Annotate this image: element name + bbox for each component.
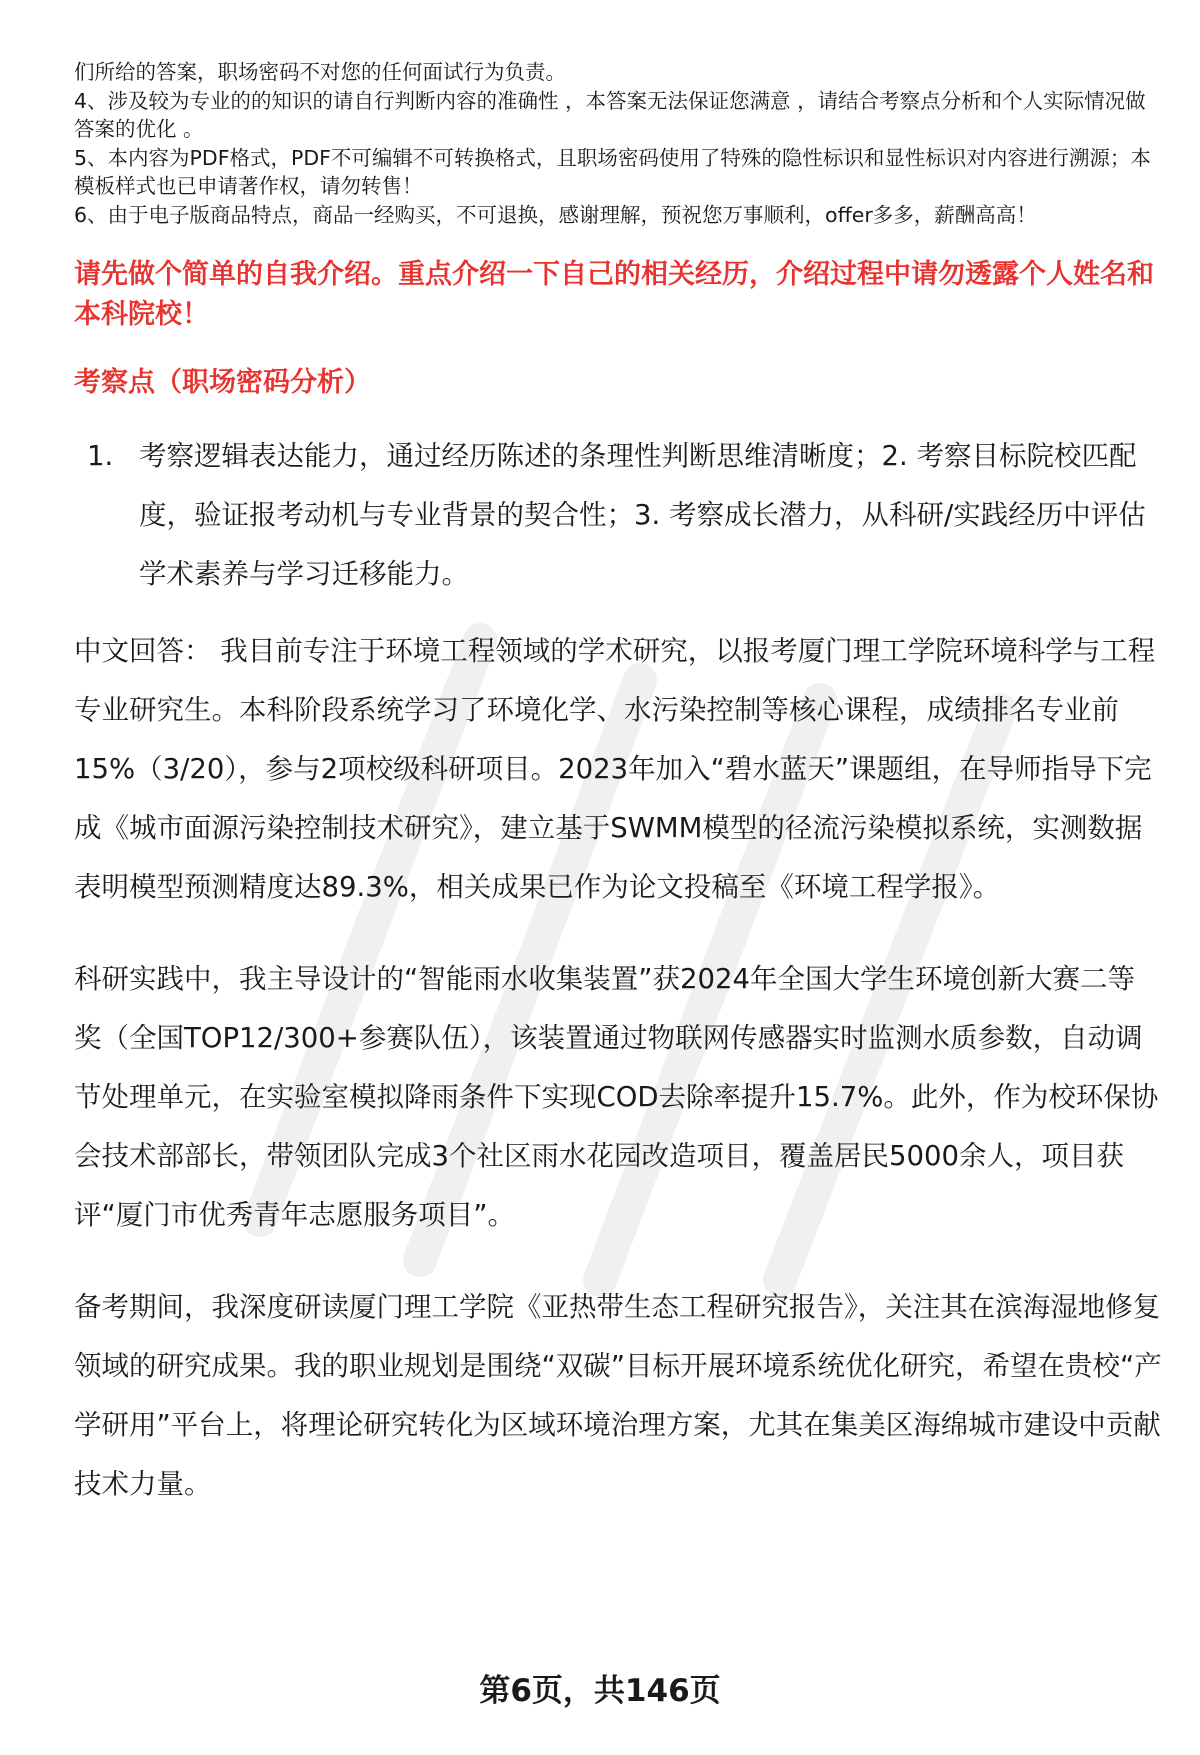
- disclaimer-line: 6、由于电子版商品特点，商品一经购买，不可退换，感谢理解，预祝您万事顺利，offer多多，薪酬高高！: [74, 202, 1037, 227]
- disclaimer-line: 们所给的答案，职场密码不对您的任何面试行为负责。: [74, 60, 566, 84]
- section-heading: [74, 363, 1162, 403]
- interview-question: [74, 255, 1162, 335]
- answer-paragraph: 备考期间，我深度研读厦门理工学院《亚热带生态工程研究报告》，关注其在滨海湿地修复领域的研究成果。我的职业规划是围绕“双碳”目标开展环境系统优化研究，希望在贵校“产学研用”平台上，将理论研究转化为区域环境治理方案，尤其在集美区海绵城市建设中贡献技术力量。: [74, 1291, 1162, 1500]
- point-text: 考察逻辑表达能力，通过经历陈述的条理性判断思维清晰度；2. 考察目标院校匹配度，验证报考动机与专业背景的契合性；3. 考察成长潜力，从科研/实践经历中评估学术素养与学习迁移能力。: [139, 440, 1146, 590]
- assessment-points: [74, 427, 1162, 604]
- disclaimer-line: 5、本内容为PDF格式，PDF不可编辑不可转换格式，且职场密码使用了特殊的隐性标识和显性标识对内容进行溯源；本模板样式也已申请著作权，请勿转售！: [74, 145, 1151, 198]
- disclaimer-line: 4、涉及较为专业的的知识的请自行判断内容的准确性 ，本答案无法保证您满意 ，请结合考察点分析和个人实际情况做答案的优化 。: [74, 88, 1146, 141]
- disclaimer-notes: [74, 58, 1162, 229]
- document-page: [74, 58, 1162, 1514]
- point-number: 1.: [87, 440, 114, 472]
- answer-paragraph: 中文回答： 我目前专注于环境工程领域的学术研究，以报考厦门理工学院环境科学与工程专业研究生。本科阶段系统学习了环境化学、水污染控制等核心课程，成绩排名专业前15%（3/20），参与2项校级科研项目。2023年加入“碧水蓝天”课题组，在导师指导下完成《城市面源污染控制技术研究》，建立基于SWMM模型的径流污染模拟系统，实测数据表明模型预测精度达89.3%，相关成果已作为论文投稿至《环境工程学报》。: [74, 635, 1156, 903]
- page-number: 第6页，共146页: [479, 1673, 721, 1709]
- answer-paragraph: 科研实践中，我主导设计的“智能雨水收集装置”获2024年全国大学生环境创新大赛二等奖（全国TOP12/300+参赛队伍），该装置通过物联网传感器实时监测水质参数，自动调节处理单元，在实验室模拟降雨条件下实现COD去除率提升15.7%。此外，作为校环保协会技术部部长，带领团队完成3个社区雨水花园改造项目，覆盖居民5000余人，项目获评“厦门市优秀青年志愿服务项目”。: [74, 963, 1159, 1231]
- question-text: 请先做个简单的自我介绍。重点介绍一下自己的相关经历，介绍过程中请勿透露个人姓名和本科院校！: [74, 259, 1154, 330]
- section-title-text: 考察点（职场密码分析）: [74, 367, 371, 398]
